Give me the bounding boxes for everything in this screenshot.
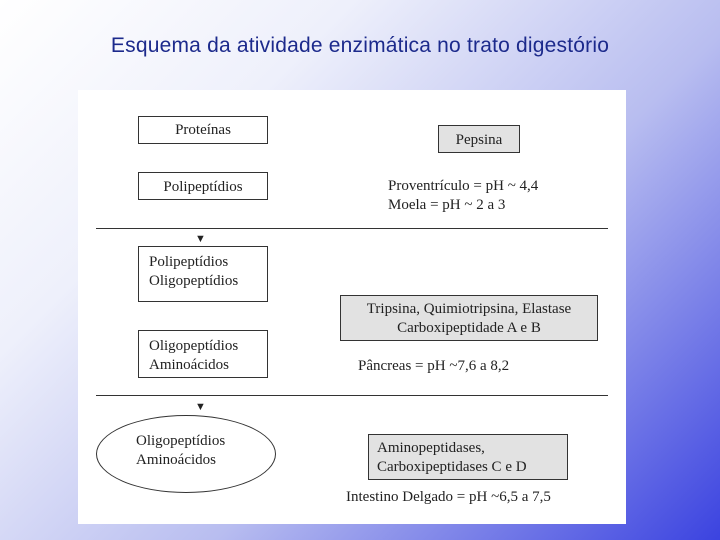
polipeptidios-box — [138, 172, 268, 200]
polipeptidios-oligopeptidios-box — [138, 246, 268, 302]
slide-title: Esquema da atividade enzimática no trato digestório — [110, 34, 610, 57]
box-line-1: Oligopeptídios — [149, 338, 239, 354]
proventriculo-ph-text: Proventrículo = pH ~ 4,4 — [388, 178, 539, 194]
oligopeptidios-aminoacidos-box — [138, 330, 268, 378]
polipeptidios-label: Polipeptídios — [163, 179, 243, 195]
intestino-ph-text: Intestino Delgado = pH ~6,5 a 7,5 — [346, 489, 551, 505]
enzymes-line-2: Carboxipeptidade A e B — [397, 320, 541, 336]
stage-divider-1 — [96, 228, 608, 229]
intestinal-enzymes-box — [368, 434, 568, 480]
proteinas-label: Proteínas — [175, 122, 231, 138]
box-line-1: Polipeptídios — [149, 254, 229, 270]
down-arrow-icon: ▼ — [195, 233, 206, 245]
down-arrow-icon: ▼ — [195, 401, 206, 413]
box-line-2: Aminoácidos — [149, 357, 229, 373]
ellipse-line-2: Aminoácidos — [136, 452, 216, 468]
moela-ph-text: Moela = pH ~ 2 a 3 — [388, 197, 506, 213]
box-line-2: Oligopeptídios — [149, 273, 239, 289]
enzymes-line-2: Carboxipeptidases C e D — [377, 459, 527, 475]
pancreas-ph-text: Pâncreas = pH ~7,6 a 8,2 — [358, 358, 510, 374]
enzymes-line-1: Tripsina, Quimiotripsina, Elastase — [366, 301, 572, 317]
pepsina-label: Pepsina — [455, 132, 503, 148]
diagram-panel — [78, 90, 626, 524]
proteinas-box — [138, 116, 268, 144]
enzymes-line-1: Aminopeptidases, — [377, 440, 485, 456]
ellipse-line-1: Oligopeptídios — [136, 433, 226, 449]
stage-divider-2 — [96, 395, 608, 396]
pepsina-enzyme-box — [438, 125, 520, 153]
pancreatic-enzymes-box — [340, 295, 598, 341]
